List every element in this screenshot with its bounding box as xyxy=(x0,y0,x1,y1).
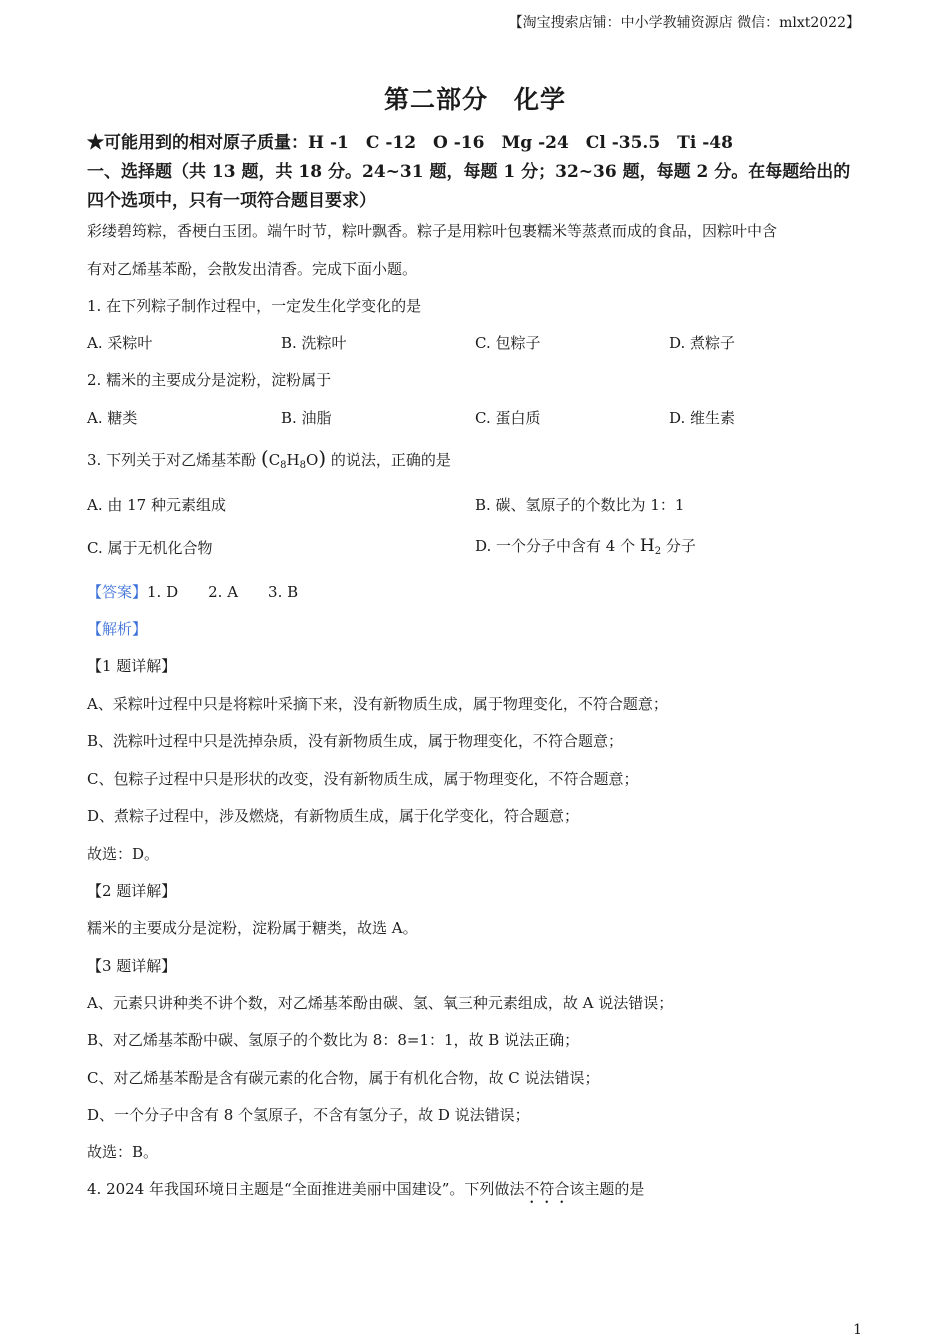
question-3-stem: 3. 下列关于对乙烯基苯酚 $(C_8H_8O)$ 的说法，正确的是 xyxy=(87,446,451,471)
formula-h-count: 8 xyxy=(299,460,307,471)
detail-1-line: 故选：D。 xyxy=(87,845,160,863)
question-4-stem: 4. 2024 年我国环境日主题是“全面推进美丽中国建设”。下列做法不符合该主题的是 xyxy=(87,1180,645,1198)
page-number: 1 xyxy=(853,1322,862,1338)
detail-3-line: D、一个分子中含有 8 个氢原子，不含有氢分子，故 D 说法错误； xyxy=(87,1106,530,1124)
answer-line xyxy=(87,581,298,602)
q1-option-a: A. 采粽叶 xyxy=(87,334,153,352)
q3-option-a: A. 由 17 种元素组成 xyxy=(87,496,226,514)
section-heading-line2: 四个选项中，只有一项符合题目要求） xyxy=(87,191,376,211)
detail-2-heading: 【2 题详解】 xyxy=(87,882,177,900)
q3-option-b: B. 碳、氢原子的个数比为 1：1 xyxy=(475,496,685,514)
answer-label: 【答案】 xyxy=(87,583,148,601)
detail-1-heading: 【1 题详解】 xyxy=(87,657,177,675)
section-heading-line1: 一、选择题（共 13 题，共 18 分。24~31 题，每题 1 分；32~36 题，每题 2 分。在每题给出的 xyxy=(87,162,851,182)
emphasized-not-conform: 不符合 xyxy=(524,1180,570,1198)
analysis-label: 【解析】 xyxy=(87,620,148,638)
q2-option-b: B. 油脂 xyxy=(281,409,332,427)
q2-option-d: D. 维生素 xyxy=(669,409,736,427)
q3-option-d: D. 一个分子中含有 4 个 $H_2$ 分子 xyxy=(475,536,696,557)
detail-1-line: C、包粽子过程中只是形状的改变，没有新物质生成，属于物理变化，不符合题意； xyxy=(87,770,639,788)
question-1-stem: 1. 在下列粽子制作过程中，一定发生化学变化的是 xyxy=(87,297,422,315)
detail-3-heading: 【3 题详解】 xyxy=(87,957,177,975)
q2-option-a: A. 糖类 xyxy=(87,409,138,427)
detail-3-line: 故选：B。 xyxy=(87,1143,159,1161)
header-note: 【淘宝搜索店铺：中小学教辅资源店 微信：mlxt2022】 xyxy=(508,15,860,31)
formula-c: C xyxy=(268,451,281,469)
formula-c-count: 8 xyxy=(280,460,287,471)
q1-option-c: C. 包粽子 xyxy=(475,334,541,352)
q3-option-c: C. 属于无机化合物 xyxy=(87,539,213,557)
detail-3-line: C、对乙烯基苯酚是含有碳元素的化合物，属于有机化合物，故 C 说法错误； xyxy=(87,1069,600,1087)
q3-stem-post: 的说法，正确的是 xyxy=(330,451,451,469)
detail-1-line: D、煮粽子过程中，涉及燃烧，有新物质生成，属于化学变化，符合题意； xyxy=(87,807,580,825)
detail-3-line: A、元素只讲种类不讲个数，对乙烯基苯酚由碳、氢、氧三种元素组成，故 A 说法错误； xyxy=(87,994,674,1012)
passage-line1: 彩缕碧筠粽，香梗白玉团。端午时节，粽叶飘香。粽子是用粽叶包裹糯米等蒸煮而成的食品，因粽叶中含 xyxy=(87,222,778,240)
detail-3-line: B、对乙烯基苯酚中碳、氢原子的个数比为 8：8=1：1，故 B 说法正确； xyxy=(87,1031,580,1049)
atomic-mass-line: ★可能用到的相对原子质量：H -1 C -12 O -16 Mg -24 Cl -35.5 Ti -48 xyxy=(87,133,733,153)
formula-h2: H xyxy=(639,536,655,556)
detail-1-line: A、采粽叶过程中只是将粽叶采摘下来，没有新物质生成，属于物理变化，不符合题意； xyxy=(87,695,668,713)
answer-text: 1. D 2. A 3. B xyxy=(147,583,299,601)
detail-2-line: 糯米的主要成分是淀粉，淀粉属于糖类，故选 A。 xyxy=(87,919,418,937)
detail-1-line: B、洗粽叶过程中只是洗掉杂质，没有新物质生成，属于物理变化，不符合题意； xyxy=(87,732,624,750)
q2-option-c: C. 蛋白质 xyxy=(475,409,541,427)
q1-option-d: D. 煮粽子 xyxy=(669,334,736,352)
formula-h: H xyxy=(286,451,300,469)
question-2-stem: 2. 糯米的主要成分是淀粉，淀粉属于 xyxy=(87,371,332,389)
q3-stem-pre: 3. 下列关于对乙烯基苯酚 xyxy=(87,451,257,469)
page-title: 第二部分 化学 xyxy=(383,85,566,114)
q1-option-b: B. 洗粽叶 xyxy=(281,334,347,352)
formula-o: O xyxy=(306,451,319,469)
passage-line2: 有对乙烯基苯酚，会散发出清香。完成下面小题。 xyxy=(87,260,418,278)
